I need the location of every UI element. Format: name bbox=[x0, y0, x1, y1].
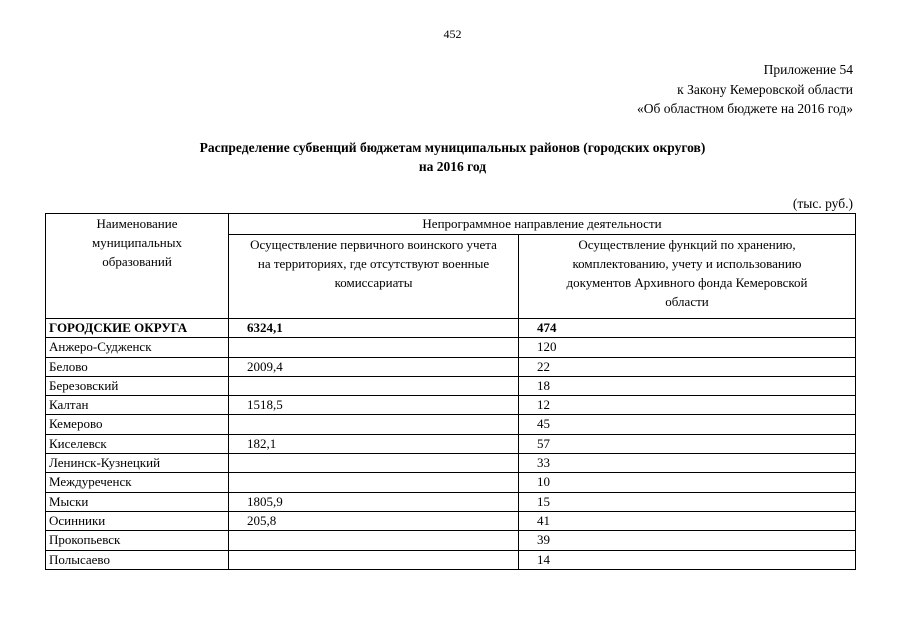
row-value-military: 2009,4 bbox=[229, 357, 519, 376]
row-value-archive: 474 bbox=[519, 319, 856, 338]
row-value-military: 1518,5 bbox=[229, 396, 519, 415]
table-row bbox=[46, 357, 856, 376]
table-row bbox=[46, 454, 856, 473]
header-archive-functions bbox=[519, 235, 856, 319]
row-value-archive: 33 bbox=[519, 454, 856, 473]
row-value-archive: 14 bbox=[519, 550, 856, 569]
header-line: области bbox=[665, 294, 709, 309]
header-line: комплектованию, учету и использованию bbox=[572, 256, 802, 271]
unit-label: (тыс. руб.) bbox=[792, 196, 853, 211]
row-value-archive: 39 bbox=[519, 531, 856, 550]
header-line: на территориях, где отсутствуют военные bbox=[257, 256, 490, 271]
row-value-military bbox=[229, 338, 519, 357]
row-value-archive: 15 bbox=[519, 492, 856, 511]
row-name: ГОРОДСКИЕ ОКРУГА bbox=[46, 319, 229, 338]
header-line: муниципальных bbox=[91, 235, 182, 250]
row-value-archive: 120 bbox=[519, 338, 856, 357]
row-name: Белово bbox=[46, 357, 229, 376]
header-line: образований bbox=[102, 254, 172, 269]
row-value-military: 6324,1 bbox=[229, 319, 519, 338]
row-value-archive: 41 bbox=[519, 511, 856, 530]
header-line: Наименование bbox=[96, 216, 178, 231]
row-value-military bbox=[229, 531, 519, 550]
page-number: 452 bbox=[443, 27, 462, 41]
row-name: Осинники bbox=[46, 511, 229, 530]
table-row bbox=[46, 415, 856, 434]
row-value-military: 205,8 bbox=[229, 511, 519, 530]
table-row bbox=[46, 434, 856, 453]
row-name: Киселевск bbox=[46, 434, 229, 453]
table-row bbox=[46, 376, 856, 395]
row-value-archive: 12 bbox=[519, 396, 856, 415]
appendix-line: Приложение 54 bbox=[763, 62, 853, 77]
row-value-military bbox=[229, 376, 519, 395]
row-value-archive: 18 bbox=[519, 376, 856, 395]
header-line: Осуществление первичного воинского учета bbox=[250, 237, 497, 252]
table-row-total bbox=[46, 319, 856, 338]
header-group: Непрограммное направление деятельности bbox=[229, 214, 856, 235]
appendix-line: к Закону Кемеровской области bbox=[677, 81, 853, 97]
document-title bbox=[0, 138, 905, 176]
row-value-military: 182,1 bbox=[229, 434, 519, 453]
appendix-line: «Об областном бюджете на 2016 год» bbox=[637, 101, 853, 116]
title-line: Распределение субвенций бюджетам муниципальных районов (городских округов) bbox=[199, 140, 706, 155]
row-value-military bbox=[229, 454, 519, 473]
header-line: комиссариаты bbox=[334, 275, 413, 290]
row-name: Анжеро-Судженск bbox=[46, 338, 229, 357]
header-municipality bbox=[46, 214, 229, 319]
row-value-archive: 57 bbox=[519, 434, 856, 453]
row-name: Междуреченск bbox=[46, 473, 229, 492]
header-military-registration bbox=[229, 235, 519, 319]
table-row bbox=[46, 338, 856, 357]
row-value-military bbox=[229, 550, 519, 569]
header-line: Осуществление функций по хранению, bbox=[578, 237, 796, 252]
row-value-archive: 22 bbox=[519, 357, 856, 376]
row-name: Полысаево bbox=[46, 550, 229, 569]
table-row bbox=[46, 396, 856, 415]
row-name: Березовский bbox=[46, 376, 229, 395]
row-value-archive: 10 bbox=[519, 473, 856, 492]
row-name: Прокопьевск bbox=[46, 531, 229, 550]
header-line: документов Архивного фонда Кемеровской bbox=[566, 275, 808, 290]
title-line: на 2016 год bbox=[418, 159, 487, 174]
appendix-note bbox=[637, 60, 853, 119]
row-value-military bbox=[229, 473, 519, 492]
table-row bbox=[46, 511, 856, 530]
table-row bbox=[46, 473, 856, 492]
row-name: Ленинск-Кузнецкий bbox=[46, 454, 229, 473]
row-value-military: 1805,9 bbox=[229, 492, 519, 511]
table-header-row bbox=[46, 214, 856, 235]
table-row bbox=[46, 550, 856, 569]
table-row bbox=[46, 492, 856, 511]
subvention-table bbox=[45, 213, 856, 570]
row-name: Калтан bbox=[46, 396, 229, 415]
table-row bbox=[46, 531, 856, 550]
row-name: Кемерово bbox=[46, 415, 229, 434]
row-name: Мыски bbox=[46, 492, 229, 511]
row-value-archive: 45 bbox=[519, 415, 856, 434]
row-value-military bbox=[229, 415, 519, 434]
